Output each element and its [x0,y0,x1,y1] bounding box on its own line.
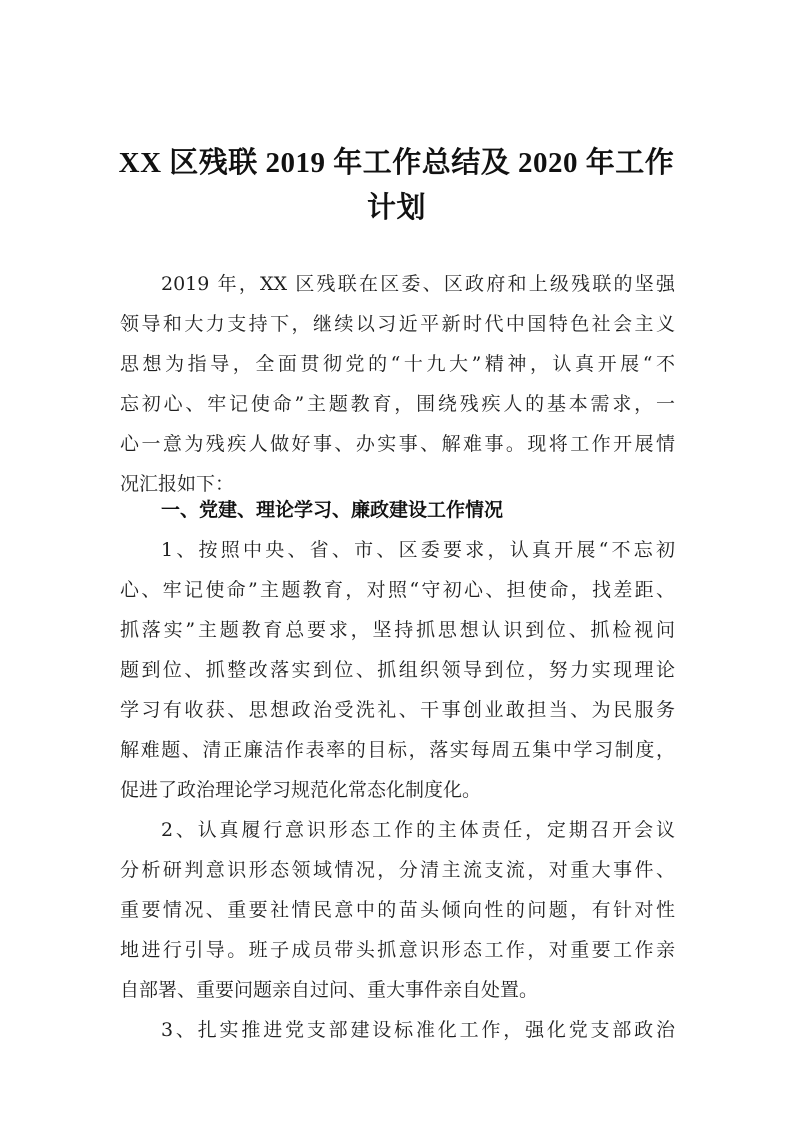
item3-line: 3、扎实推进党支部建设标准化工作，强化党支部政治 [161,1019,675,1041]
item1-line: 促进了政治理论学习规范化常态化制度化。 [120,779,482,801]
item1-line: 心、牢记使命”主题教育，对照“守初心、担使命，找差距、 [120,579,675,601]
intro-line: 2019 年，XX 区残联在区委、区政府和上级残联的坚强 [161,273,675,295]
item1-line: 学习有收获、思想政治受洗礼、干事创业敢担当、为民服务 [120,699,675,721]
intro-line: 思想为指导，全面贯彻党的“十九大”精神，认真开展“不 [120,353,675,375]
item1-line: 解难题、清正廉洁作表率的目标，落实每周五集中学习制度， [120,739,675,761]
item2-line: 地进行引导。班子成员带头抓意识形态工作，对重要工作亲 [120,939,675,961]
section-heading: 一、党建、理论学习、廉政建设工作情况 [161,499,504,521]
item2-line: 2、认真履行意识形态工作的主体责任，定期召开会议 [161,819,675,841]
intro-line: 忘初心、牢记使命”主题教育，围绕残疾人的基本需求，一 [120,393,675,415]
document-title-line-1: XX 区残联 2019 年工作总结及 2020 年工作 [118,147,675,179]
intro-line: 况汇报如下： [120,473,235,495]
item2-line: 分析研判意识形态领域情况，分清主流支流，对重大事件、 [120,859,675,881]
item1-line: 1、按照中央、省、市、区委要求，认真开展“不忘初 [161,539,675,561]
intro-line: 领导和大力支持下，继续以习近平新时代中国特色社会主义 [120,313,675,335]
item2-line: 自部署、重要问题亲自过问、重大事件亲自处置。 [120,979,539,1001]
intro-line: 心一意为残疾人做好事、办实事、解难事。现将工作开展情 [120,433,675,455]
document-title-line-2: 计划 [366,192,426,224]
item1-line: 题到位、抓整改落实到位、抓组织领导到位，努力实现理论 [120,659,675,681]
item1-line: 抓落实”主题教育总要求，坚持抓思想认识到位、抓检视问 [120,619,675,641]
item2-line: 重要情况、重要社情民意中的苗头倾向性的问题，有针对性 [120,899,675,921]
